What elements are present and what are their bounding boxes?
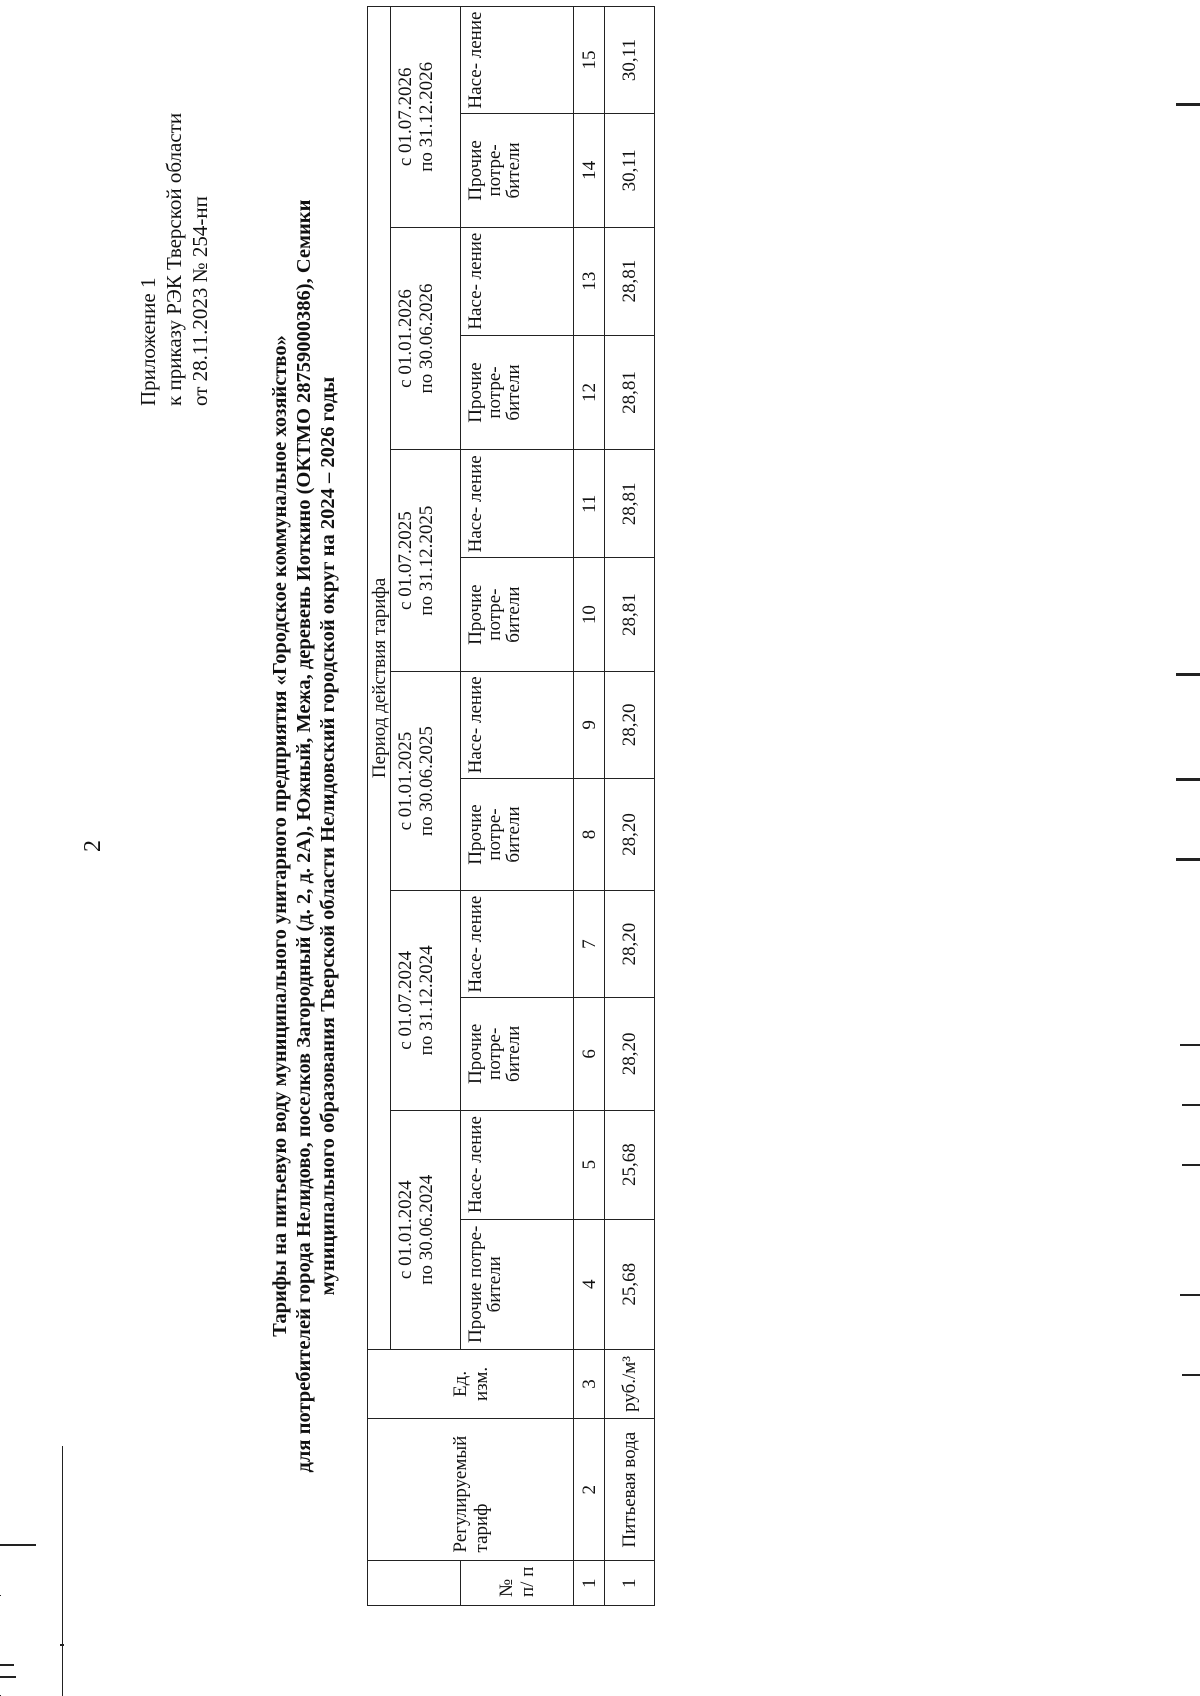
period-to: по 31.12.2024 [416,945,437,1056]
scan-mark [0,1676,16,1678]
scan-mark [60,1644,64,1646]
period-from: с 01.01.2026 [395,289,416,388]
title-line: для потребителей города Нелидово, поселков Загородный (д. 2, д. 2А), Южный, Межа, деревень Иоткино (ОКТМО 28759000386), Семики [293,199,315,1473]
column-number: 7 [574,891,605,998]
row-number: 1 [605,1561,655,1606]
subcol-population: Насе- ление [461,891,574,998]
title-line: муниципального образования Тверской области Нелидовский городской округ на 2024 – 2026 годы [317,376,339,1296]
tariff-value: 28,20 [605,778,655,890]
period-to: по 31.12.2026 [416,61,437,172]
period-from: с 01.07.2025 [395,511,416,610]
column-number: 13 [574,227,605,335]
column-number: 15 [574,7,605,114]
column-number: 6 [574,998,605,1110]
period-cell [391,671,461,890]
appendix-block [135,36,213,406]
period-cell [391,7,461,228]
subcol-other: Прочие потре- бители [461,778,574,890]
period-from: с 01.07.2024 [395,951,416,1050]
header-num: № п/ п [461,1561,574,1606]
column-number: 14 [574,114,605,228]
column-number: 2 [574,1418,605,1561]
tariff-value: 25,68 [605,1219,655,1349]
scan-mark [1176,858,1200,861]
period-to: по 30.06.2026 [416,283,437,394]
tariff-value: 28,20 [605,998,655,1110]
tariff-value: 25,68 [605,1110,655,1219]
scan-mark [1180,1044,1200,1046]
period-from: с 01.01.2024 [395,1180,416,1280]
column-number: 12 [574,335,605,450]
title-line: Тарифы на питьевую воду муниципального унитарного предприятия «Городское коммунальное хозяйство» [269,335,291,1337]
column-number: 8 [574,778,605,890]
tariff-value: 28,81 [605,227,655,335]
scan-mark [1182,1374,1200,1376]
tariff-value: 28,20 [605,671,655,778]
subcol-other: Прочие потре- бители [461,558,574,672]
column-number: 11 [574,450,605,558]
period-from: с 01.01.2025 [395,731,416,831]
tariff-value: 30,11 [605,7,655,114]
period-from: с 01.07.2026 [395,67,416,167]
tariff-table [367,6,655,1606]
column-number: 10 [574,558,605,672]
period-to: по 31.12.2025 [416,505,437,616]
subcol-other: Прочие потре- бители [461,998,574,1110]
scan-mark [1176,778,1200,781]
column-number: 5 [574,1110,605,1219]
period-cell [391,227,461,450]
tariff-value: 28,20 [605,891,655,998]
header-unit: Ед. изм. [368,1349,574,1418]
tariff-value: 28,81 [605,558,655,672]
scan-mark [1182,1164,1200,1166]
scan-mark [62,1446,63,1696]
header-row [368,7,391,1606]
subcol-other: Прочие потре- бители [461,114,574,228]
appendix-order-ref: к приказу РЭК Тверской области [162,112,186,406]
document-title [268,106,340,1566]
tariff-value: 28,81 [605,450,655,558]
period-cell [391,1110,461,1349]
appendix-title: Приложение 1 [136,277,160,406]
period-to: по 30.06.2024 [416,1174,437,1285]
appendix-order-date: от 28.11.2023 № 254-нп [188,196,212,406]
column-number: 1 [574,1561,605,1606]
scan-mark [1180,1294,1200,1296]
scan-mark [1176,103,1200,106]
scan-mark [0,1664,14,1666]
period-cell [391,891,461,1110]
subcol-other: Прочие потре- бители [461,1219,574,1349]
tariff-value: 28,81 [605,335,655,450]
column-number: 3 [574,1349,605,1418]
scan-mark [0,1595,1,1596]
column-number-row [574,7,605,1606]
page-number: 2 [80,840,106,852]
period-cell [391,450,461,672]
row-unit: руб./м³ [605,1349,655,1418]
tariff-value: 30,11 [605,114,655,228]
header-tariff: Регулируемый тариф [368,1418,574,1561]
subcol-population: Насе- ление [461,7,574,114]
subcol-population: Насе- ление [461,671,574,778]
scan-mark [0,1544,36,1546]
header-cell [368,1561,461,1606]
scan-mark [1182,1104,1200,1106]
subcol-population: Насе- ление [461,1110,574,1219]
subcol-population: Насе- ление [461,450,574,558]
row-name: Питьевая вода [605,1418,655,1561]
subcol-population: Насе- ление [461,227,574,335]
period-to: по 30.06.2025 [416,726,437,837]
column-number: 9 [574,671,605,778]
table-row [605,7,655,1606]
subcol-other: Прочие потре- бители [461,335,574,450]
header-period: Период действия тарифа [368,7,391,1350]
column-number: 4 [574,1219,605,1349]
scan-mark [1176,673,1200,676]
